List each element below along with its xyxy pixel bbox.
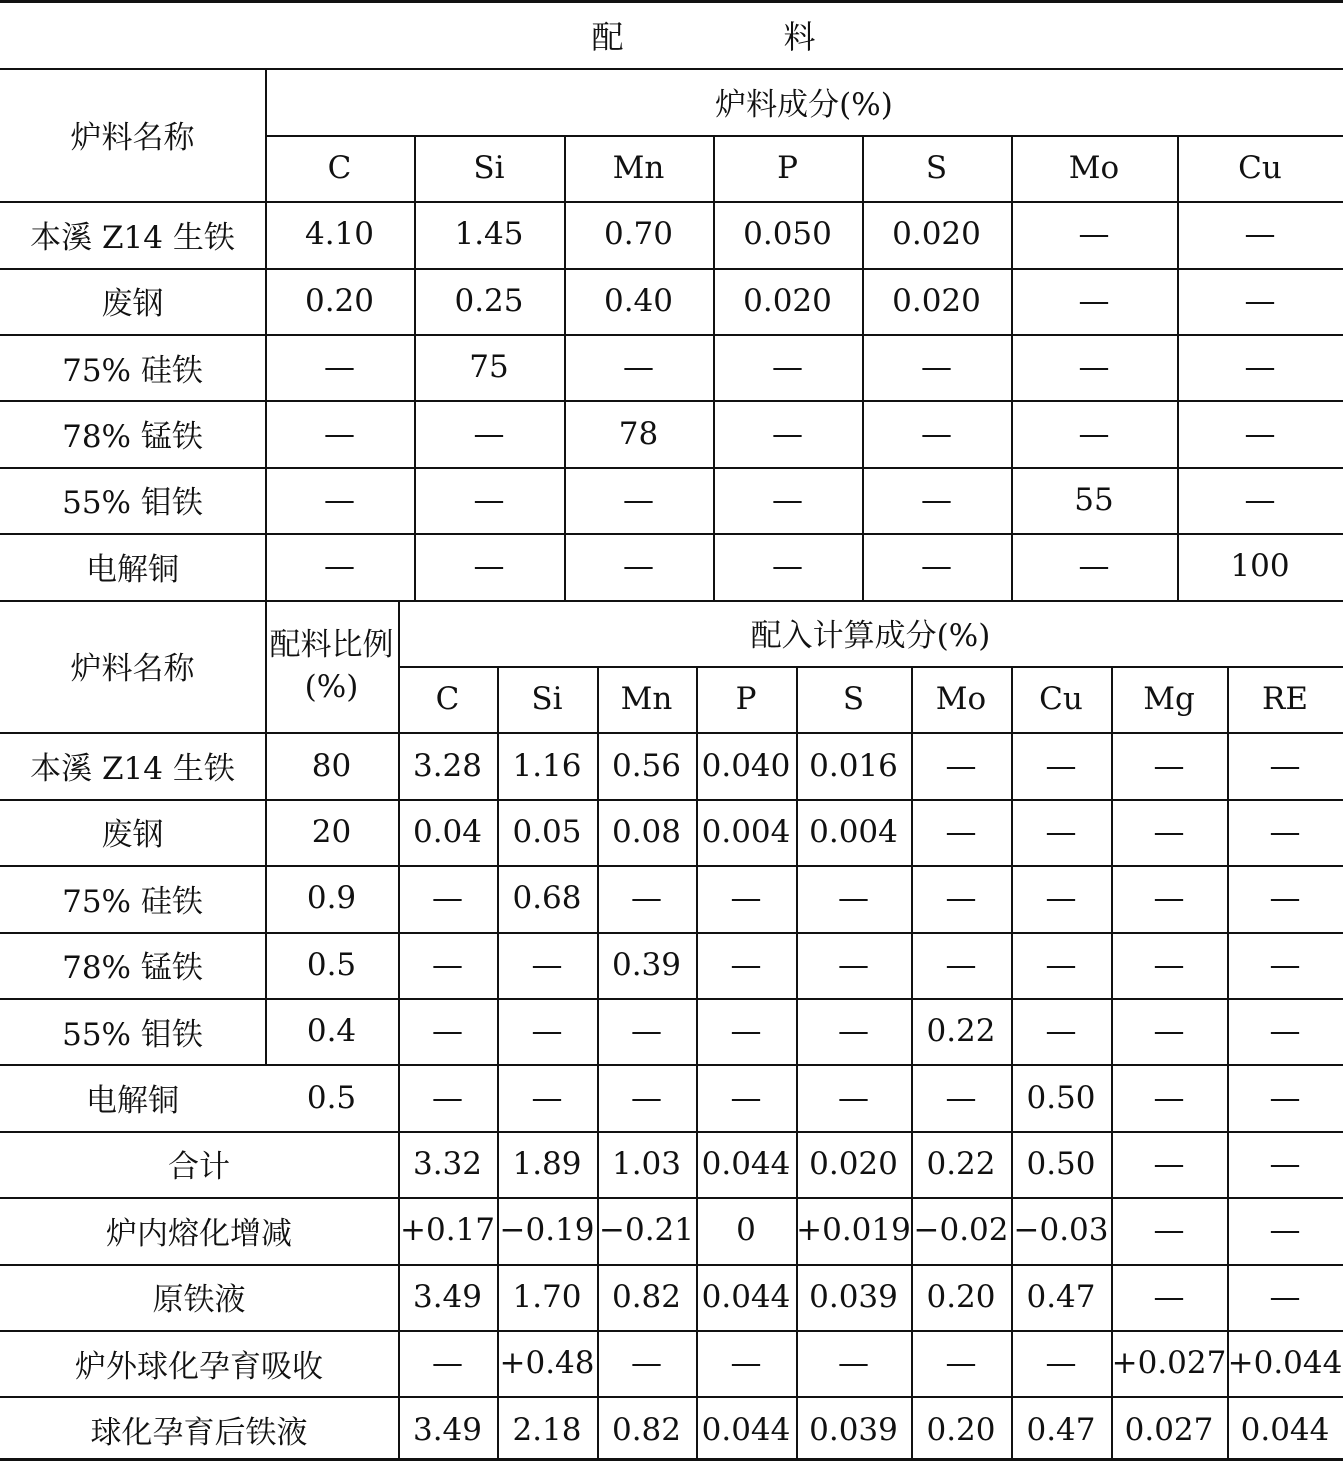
summary-cell: 0.039 [809, 1278, 898, 1315]
section2-cell: — [1269, 813, 1301, 850]
section2-cell: — [1153, 946, 1185, 983]
section2-cell: 0.50 [1026, 1079, 1096, 1116]
summary-cell: −0.02 [913, 1212, 1009, 1249]
summary-cell: 3.49 [412, 1411, 483, 1448]
section2-row-ratio: 80 [311, 747, 352, 784]
section2-cell: — [432, 1079, 463, 1116]
section1-row-name: 废钢 [101, 286, 164, 323]
summary-cell: — [631, 1345, 662, 1382]
section1-cell: — [473, 415, 505, 452]
summary-cell: — [1269, 1212, 1301, 1249]
summary-cell: 0.82 [611, 1411, 682, 1448]
summary-cell: +0.044 [1227, 1345, 1343, 1382]
summary-cell: 0.20 [926, 1411, 996, 1448]
section2-row-name: 78% 锰铁 [62, 950, 203, 987]
section2-column-header: Cu [1039, 681, 1083, 718]
summary-row-name: 原铁液 [152, 1282, 246, 1319]
section2-column-header: C [435, 681, 460, 718]
section1-cell: 75 [469, 349, 509, 386]
section2-name-header: 炉料名称 [70, 651, 195, 688]
section1-cell: 4.10 [304, 216, 375, 253]
section2-cell: — [1269, 1013, 1301, 1050]
summary-row-name: 球化孕育后铁液 [90, 1415, 308, 1452]
summary-cell: 2.18 [512, 1411, 582, 1448]
section2-cell: — [432, 946, 463, 983]
section1-cell: — [1244, 216, 1276, 253]
summary-cell: — [838, 1345, 869, 1382]
section1-cell: — [623, 349, 654, 386]
section2-cell: — [1153, 1079, 1185, 1116]
section2-cell: 0.004 [809, 813, 898, 850]
section2-cell: — [531, 946, 563, 983]
summary-cell: 0.044 [1240, 1411, 1330, 1448]
section2-cell: — [631, 1013, 662, 1050]
section1-cell: 0.020 [892, 282, 981, 319]
section1-name-header: 炉料名称 [70, 120, 195, 157]
section2-cell: — [945, 813, 977, 850]
summary-cell: +0.019 [796, 1212, 911, 1249]
table-title: 配 料 [591, 18, 880, 57]
summary-cell: 0.50 [1026, 1145, 1096, 1182]
section1-cell: — [623, 481, 654, 518]
section1-cell: — [1078, 349, 1110, 386]
summary-cell: 0.020 [809, 1145, 898, 1182]
summary-cell: — [1153, 1145, 1185, 1182]
section2-cell: — [838, 880, 869, 917]
section1-cell: — [324, 415, 355, 452]
summary-cell: 0.044 [701, 1145, 791, 1182]
section2-row-ratio: 0.9 [306, 880, 357, 917]
section1-cell: 0.020 [892, 216, 981, 253]
summary-cell: 0.044 [701, 1278, 791, 1315]
section1-cell: 100 [1230, 548, 1290, 585]
section1-cell: — [921, 481, 952, 518]
section2-cell: — [1153, 747, 1185, 784]
summary-cell: — [730, 1345, 762, 1382]
section2-cell: — [1153, 813, 1185, 850]
section2-cell: — [1045, 1013, 1077, 1050]
section1-column-header: P [777, 149, 798, 186]
summary-cell: 3.32 [412, 1145, 483, 1182]
summary-cell: — [945, 1345, 977, 1382]
summary-cell: — [1045, 1345, 1077, 1382]
summary-cell: 1.70 [512, 1278, 582, 1315]
section2-column-header: Mn [620, 681, 673, 718]
summary-cell: +0.027 [1111, 1345, 1227, 1382]
section1-cell: — [1078, 548, 1110, 585]
section1-column-header: C [327, 149, 352, 186]
section2-column-header: RE [1262, 681, 1308, 718]
section1-cell: — [1078, 216, 1110, 253]
section1-cell: — [1078, 415, 1110, 452]
section2-cell: — [730, 946, 762, 983]
section1-cell: 0.050 [743, 216, 832, 253]
section2-column-header: Mo [935, 681, 987, 718]
section1-cell: — [772, 481, 803, 518]
section2-cell: — [1269, 747, 1301, 784]
section2-cell: 0.040 [701, 747, 791, 784]
summary-cell: 1.89 [512, 1145, 582, 1182]
section1-cell: 0.40 [603, 282, 674, 319]
section1-cell: — [921, 548, 952, 585]
section2-cell: — [730, 880, 762, 917]
section2-cell: — [531, 1079, 563, 1116]
section1-cell: — [772, 548, 803, 585]
section2-cell: — [945, 946, 977, 983]
section1-column-header: Cu [1238, 149, 1282, 186]
section2-cell: 0.39 [611, 946, 682, 983]
summary-cell: 3.49 [412, 1278, 483, 1315]
summary-cell: — [432, 1345, 463, 1382]
summary-row-name: 炉内熔化增减 [106, 1215, 292, 1252]
section2-cell: — [730, 1013, 762, 1050]
section2-column-header: Si [531, 681, 563, 718]
section2-ratio-header [265, 600, 398, 733]
section2-row-name: 本溪 Z14 生铁 [30, 751, 235, 788]
summary-cell: 0 [736, 1212, 756, 1249]
summary-cell: 0.82 [611, 1278, 682, 1315]
section2-cell: — [1269, 880, 1301, 917]
summary-cell: 0.20 [926, 1278, 996, 1315]
section1-cell: — [1244, 282, 1276, 319]
section2-cell: — [945, 880, 977, 917]
section1-cell: — [772, 415, 803, 452]
section2-cell: 0.05 [512, 813, 582, 850]
section2-cell: — [631, 880, 662, 917]
section1-cell: 0.25 [454, 282, 524, 319]
section2-cell: — [945, 747, 977, 784]
summary-cell: −0.03 [1013, 1212, 1109, 1249]
summary-cell: 1.03 [611, 1145, 682, 1182]
section1-cell: — [324, 548, 355, 585]
section2-row-name: 电解铜 [86, 1083, 179, 1120]
summary-cell: — [1269, 1145, 1301, 1182]
section1-cell: — [324, 349, 355, 386]
section1-cell: — [1244, 349, 1276, 386]
section1-row-name: 55% 钼铁 [62, 485, 203, 522]
section2-cell: — [531, 1013, 563, 1050]
section1-cell: — [921, 349, 952, 386]
summary-cell: −0.21 [599, 1212, 694, 1249]
section2-cell: — [1045, 880, 1077, 917]
section1-cell: 0.20 [304, 282, 375, 319]
section1-cell: 0.70 [603, 216, 674, 253]
section2-column-header: S [842, 681, 865, 718]
summary-cell: 0.044 [701, 1411, 791, 1448]
summary-cell: 0.027 [1124, 1411, 1214, 1448]
section2-row-name: 55% 钼铁 [62, 1016, 203, 1053]
section2-cell: — [945, 1079, 977, 1116]
section2-cell: — [432, 880, 463, 917]
section1-cell: 0.020 [743, 282, 832, 319]
ratio-header-line1: 配料比例 [269, 626, 394, 663]
section2-cell: 0.56 [611, 747, 682, 784]
summary-cell: −0.19 [499, 1212, 595, 1249]
section2-cell: 0.004 [701, 813, 791, 850]
section1-cell: — [473, 481, 505, 518]
section2-cell: — [838, 1013, 869, 1050]
section1-cell: 78 [618, 415, 659, 452]
section2-column-header: Mg [1143, 681, 1195, 718]
section2-cell: — [1269, 1079, 1301, 1116]
section1-cell: — [324, 481, 355, 518]
section2-cell: 0.68 [512, 880, 582, 917]
section2-row-ratio: 0.5 [306, 1079, 357, 1116]
section2-cell: — [1269, 946, 1301, 983]
section2-row-name: 废钢 [101, 817, 164, 854]
section2-cell: — [1045, 747, 1077, 784]
section2-group-header: 配入计算成分(%) [750, 618, 991, 655]
summary-cell: +0.48 [499, 1345, 595, 1382]
section1-row-name: 电解铜 [86, 551, 179, 588]
section2-cell: 1.16 [512, 747, 582, 784]
section1-column-header: S [925, 149, 948, 186]
section2-cell: — [838, 946, 869, 983]
section2-cell: 0.22 [926, 1013, 996, 1050]
ratio-header-line2: (%) [304, 668, 359, 705]
section2-column-header: P [735, 681, 757, 718]
section1-cell: — [1244, 415, 1276, 452]
section2-row-ratio: 0.4 [306, 1013, 357, 1050]
section1-cell: — [623, 548, 654, 585]
section1-cell: — [772, 349, 803, 386]
summary-cell: — [1153, 1212, 1185, 1249]
section2-cell: — [1045, 946, 1077, 983]
summary-cell: — [1269, 1278, 1301, 1315]
summary-cell: 0.22 [926, 1145, 996, 1182]
summary-cell: +0.17 [400, 1212, 495, 1249]
section2-cell: — [838, 1079, 869, 1116]
summary-row-name: 炉外球化孕育吸收 [75, 1348, 323, 1385]
section2-cell: 3.28 [412, 747, 483, 784]
section1-cell: — [1244, 481, 1276, 518]
summary-cell: 0.47 [1026, 1278, 1096, 1315]
summary-cell: 0.47 [1026, 1411, 1096, 1448]
section2-cell: — [1153, 880, 1185, 917]
section1-row-name: 本溪 Z14 生铁 [30, 219, 235, 256]
section1-cell: 55 [1074, 481, 1114, 518]
section2-cell: — [631, 1079, 662, 1116]
section1-column-header: Mo [1068, 149, 1120, 186]
section1-cell: — [473, 548, 505, 585]
section1-cell: — [1078, 282, 1110, 319]
summary-cell: 0.039 [809, 1411, 898, 1448]
section1-column-header: Si [473, 149, 505, 186]
section2-cell: — [1045, 813, 1077, 850]
section1-row-name: 78% 锰铁 [62, 419, 203, 456]
section2-cell: 0.016 [809, 747, 898, 784]
section1-column-header: Mn [612, 149, 665, 186]
section1-row-name: 75% 硅铁 [62, 352, 203, 389]
section2-cell: 0.04 [412, 813, 483, 850]
summary-row-name: 合计 [168, 1149, 230, 1186]
section2-cell: — [432, 1013, 463, 1050]
section2-cell: 0.08 [611, 813, 682, 850]
section2-row-name: 75% 硅铁 [62, 883, 203, 920]
section1-cell: — [921, 415, 952, 452]
section1-group-header: 炉料成分(%) [715, 87, 893, 124]
summary-cell: — [1153, 1278, 1185, 1315]
section2-row-ratio: 20 [311, 813, 352, 850]
section2-row-ratio: 0.5 [306, 946, 357, 983]
section1-cell: 1.45 [454, 216, 524, 253]
section2-cell: — [1153, 1013, 1185, 1050]
section2-cell: — [730, 1079, 762, 1116]
